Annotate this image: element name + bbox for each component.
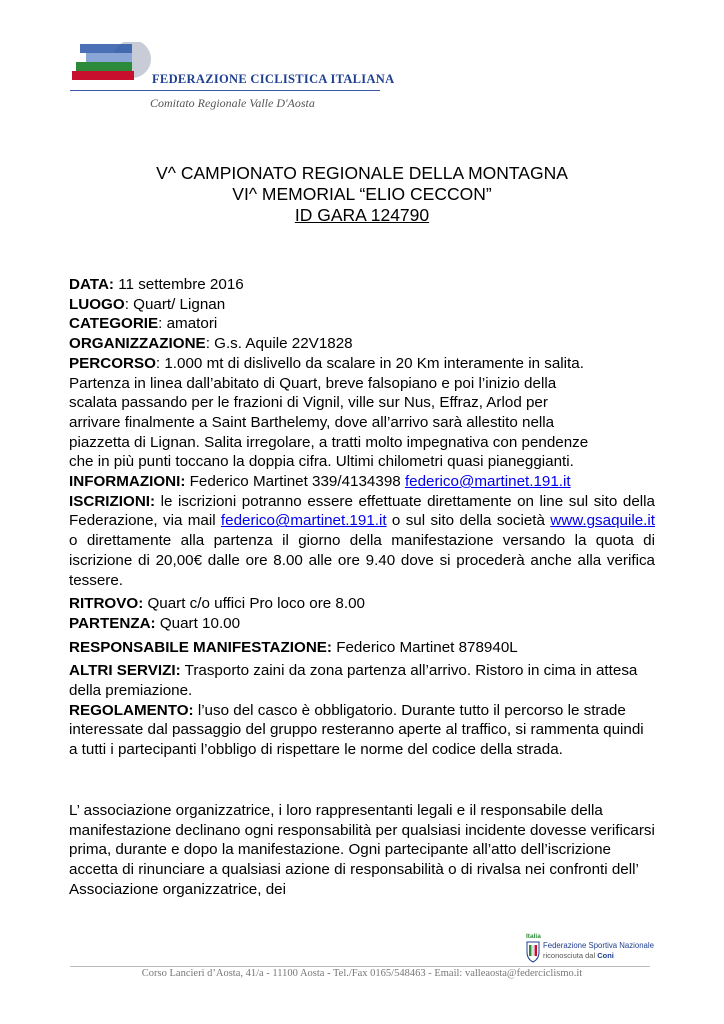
coni-badge (526, 933, 654, 963)
header-divider (70, 90, 380, 91)
document-body (69, 275, 655, 899)
race-id: ID GARA 124790 (294, 205, 430, 225)
field-regolamento: REGOLAMENTO: l’uso del casco è obbligatorio. Durante tutto il percorso le strade interessate dal passaggio del gruppo resteranno aperte al traffico, si rammenta quindi a tutti i partecipanti l’obbligo di rispettare le norme del codice della strada. (69, 701, 644, 759)
field-organizzazione: ORGANIZZAZIONE: G.s. Aquile 22V1828 (69, 335, 353, 353)
title-line-2: VI^ MEMORIAL “ELIO CECCON” (232, 184, 492, 204)
field-ritrovo: RITROVO: Quart c/o uffici Pro loco ore 8.00 (69, 595, 365, 613)
coni-line-2: riconosciuta dal Coni (543, 951, 614, 960)
percorso-line: piazzetta di Lignan. Salita irregolare, a tratti molto impegnativa con pendenze (69, 433, 589, 451)
informazioni-email-link[interactable]: federico@martinet.191.it (404, 473, 571, 491)
committee-name: Comitato Regionale Valle D'Aosta (150, 96, 315, 110)
coni-italia-label: Italia (526, 933, 541, 940)
footer-address: Corso Lancieri d’Aosta, 41/a - 11100 Aosta - Tel./Fax 0165/548463 - Email: valleaosta@federciclismo.it (141, 968, 583, 979)
federation-name: FEDERAZIONE CICLISTICA ITALIANA (152, 72, 395, 86)
field-categorie: CATEGORIE: amatori (69, 315, 218, 333)
coni-shield-icon (526, 941, 540, 963)
percorso-line: Partenza in linea dall’abitato di Quart, breve falsopiano e poi l’inizio della (69, 374, 557, 392)
disclaimer: L’ associazione organizzatrice, i loro rappresentanti legali e il responsabile della manifestazione declinano ogni responsabilità per qualsiasi incidente dovesse verificarsi prima, durante e dopo la manifestazione. Ogni partecipante all’atto dell’iscrizione accetta di rinunciare a qualsiasi azione di responsabilità o di rivalsa nei confronti dell’ Associazione organizzatrice, dei (69, 801, 655, 898)
percorso-line: arrivare finalmente a Saint Barthelemy, dove all’arrivo sarà allestito nella (69, 413, 555, 431)
percorso-line: che in più punti toccano la doppia cifra. Ultimi chilometri quasi pianeggianti. (69, 453, 574, 471)
field-luogo: LUOGO: Quart/ Lignan (69, 295, 226, 313)
field-data: DATA: 11 settembre 2016 (69, 276, 244, 293)
field-altri-servizi: ALTRI SERVIZI: Trasporto zaini da zona partenza all’arrivo. Ristoro in cima in attesa della premiazione. (69, 662, 638, 700)
iscrizioni-email-link[interactable]: federico@martinet.191.it (220, 512, 387, 530)
percorso-line: scalata passando per le frazioni di Vignil, ville sur Nus, Effraz, Arlod per (69, 394, 548, 412)
field-informazioni: INFORMAZIONI: Federico Martinet 339/4134398 federico@martinet.191.it (69, 473, 571, 491)
document-titles (0, 163, 724, 226)
fci-logo-icon (72, 42, 154, 82)
coni-line-1: Federazione Sportiva Nazionale (543, 941, 654, 950)
title-line-1: V^ CAMPIONATO REGIONALE DELLA MONTAGNA (156, 163, 568, 183)
field-partenza: PARTENZA: Quart 10.00 (69, 614, 241, 632)
field-percorso: PERCORSO: 1.000 mt di dislivello da scalare in 20 Km interamente in salita. (69, 354, 584, 372)
field-responsabile: RESPONSABILE MANIFESTAZIONE: Federico Martinet 878940L (69, 638, 518, 656)
gsaquile-site-link[interactable]: www.gsaquile.it (550, 512, 655, 530)
footer-divider (70, 966, 650, 967)
field-iscrizioni: ISCRIZIONI: le iscrizioni potranno essere effettuate direttamente on line sul sito della Federazione, via mail federico@martinet.191.it o sul sito della società www.gsaquile.it o direttamente alla partenza il giorno della manifestazione versando la quota di iscrizione di 20,00€ dalle ore 8.00 alle ore 9.40 dove si procederà anche alla verifica tessere. (69, 492, 655, 589)
